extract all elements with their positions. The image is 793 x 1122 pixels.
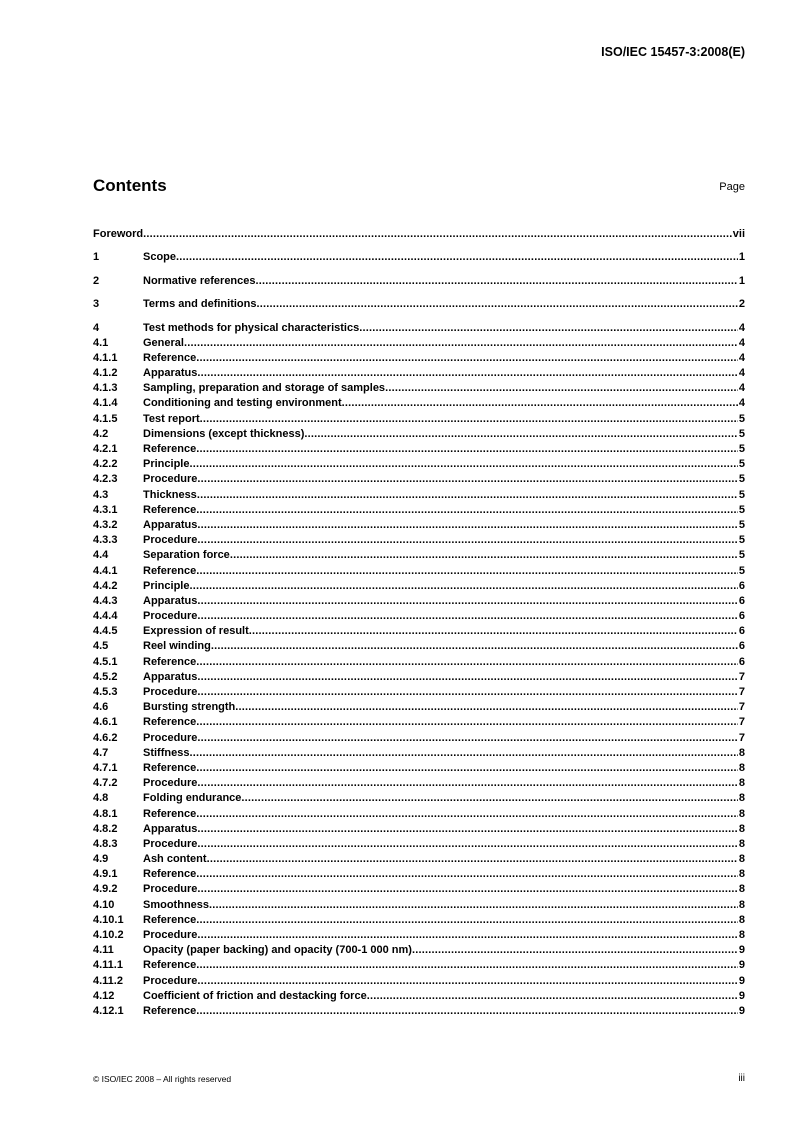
dot-leader bbox=[385, 381, 738, 396]
toc-entry-number: 4.3 bbox=[93, 488, 109, 501]
dot-leader bbox=[241, 791, 737, 806]
dot-leader bbox=[230, 548, 738, 563]
dot-leader bbox=[197, 533, 737, 548]
toc-entry-number: 4.4.5 bbox=[93, 625, 118, 638]
toc-entry-page: 5 bbox=[738, 534, 745, 547]
toc-entry-title: Apparatus bbox=[143, 670, 198, 683]
dot-leader bbox=[256, 297, 737, 312]
toc-entry[interactable] bbox=[93, 989, 745, 1004]
toc-entry-number: 4.1.2 bbox=[93, 367, 118, 380]
toc-entry[interactable] bbox=[93, 639, 745, 654]
copyright-footer: © ISO/IEC 2008 – All rights reserved bbox=[93, 1074, 232, 1084]
toc-entry-page: 8 bbox=[738, 929, 745, 941]
toc-entry-title: Reference bbox=[143, 655, 197, 668]
toc-entry-page: 6 bbox=[738, 625, 745, 638]
toc-entry-number: 4.4.1 bbox=[93, 564, 118, 577]
toc-entry-number: 4.11.1 bbox=[93, 959, 123, 972]
toc-entry-title: Expression of result bbox=[143, 625, 249, 638]
dot-leader bbox=[196, 564, 738, 579]
dot-leader bbox=[197, 685, 737, 700]
dot-leader bbox=[143, 227, 732, 242]
toc-entry[interactable] bbox=[93, 250, 745, 265]
toc-entry-page: 6 bbox=[738, 655, 745, 668]
toc-entry-page: 8 bbox=[738, 777, 745, 790]
toc-entry-number: 4.11.2 bbox=[93, 974, 123, 987]
toc-entry-number: 4.2 bbox=[93, 427, 109, 440]
dot-leader bbox=[189, 746, 737, 761]
toc-entry-title: Reference bbox=[143, 761, 197, 774]
toc-entry-title: Reference bbox=[143, 564, 197, 577]
toc-entry-number: 3 bbox=[93, 298, 100, 311]
dot-leader bbox=[197, 518, 737, 533]
toc-entry-number: 4.2.1 bbox=[93, 443, 118, 455]
toc-entry-title: Reference bbox=[143, 868, 197, 881]
toc-entry-title: Test methods for physical characteristics bbox=[143, 321, 360, 334]
toc-entry-title: Procedure bbox=[143, 883, 198, 896]
toc-entry-title: Ash content bbox=[143, 853, 207, 866]
toc-entry-number: 4.4.3 bbox=[93, 594, 118, 607]
dot-leader bbox=[256, 274, 738, 289]
toc-entry[interactable] bbox=[93, 297, 745, 312]
toc-entry-number: 4.10.1 bbox=[93, 913, 124, 926]
dot-leader bbox=[209, 898, 738, 913]
toc-entry[interactable] bbox=[93, 609, 745, 624]
toc-entry-page: 7 bbox=[738, 731, 745, 744]
toc-entry-number: 4.2.3 bbox=[93, 473, 118, 486]
toc-entry-number: 4.3.1 bbox=[93, 503, 118, 516]
dot-leader bbox=[196, 351, 738, 366]
toc-entry-page: 8 bbox=[738, 746, 745, 759]
dot-leader bbox=[196, 761, 738, 776]
toc-entry[interactable] bbox=[93, 807, 745, 822]
dot-leader bbox=[197, 670, 737, 685]
toc-entry[interactable] bbox=[93, 943, 745, 958]
dot-leader bbox=[304, 427, 737, 442]
toc-entry[interactable] bbox=[93, 776, 745, 791]
toc-entry-title: Reference bbox=[143, 351, 197, 364]
toc-entry-page: 8 bbox=[738, 807, 745, 820]
toc-entry-title: Apparatus bbox=[143, 367, 198, 380]
toc-entry-number: 4.4.2 bbox=[93, 579, 118, 592]
toc-entry-title: Procedure bbox=[143, 929, 198, 941]
toc-entry-title: Reference bbox=[143, 913, 197, 926]
toc-entry-number: 4.1.1 bbox=[93, 351, 118, 364]
dot-leader bbox=[197, 594, 737, 609]
toc-entry-page: 4 bbox=[738, 397, 745, 410]
toc-entry-number: 4.6.2 bbox=[93, 731, 118, 744]
toc-entry-page: 5 bbox=[738, 458, 745, 471]
toc-entry-number: 4.6 bbox=[93, 701, 109, 714]
toc-entry[interactable] bbox=[93, 396, 745, 411]
toc-entry-number: 4.12.1 bbox=[93, 1004, 124, 1017]
toc-entry-number: 4.8.2 bbox=[93, 822, 118, 835]
toc-entry-number: 4.2.2 bbox=[93, 458, 118, 471]
toc-entry-page: 9 bbox=[738, 1004, 745, 1017]
toc-entry[interactable] bbox=[93, 655, 745, 670]
toc-entry-title: Folding endurance bbox=[143, 792, 242, 805]
toc-entry-number: 4.5 bbox=[93, 640, 109, 653]
toc-entry-page: 7 bbox=[738, 701, 745, 714]
toc-entry-page: 9 bbox=[738, 959, 745, 972]
toc-entry-title: Reference bbox=[143, 807, 197, 820]
toc-entry-page: 8 bbox=[738, 868, 745, 881]
dot-leader bbox=[197, 974, 737, 989]
toc-entry-page: 5 bbox=[738, 412, 745, 425]
dot-leader bbox=[359, 321, 738, 336]
toc-entry-number: 4.5.1 bbox=[93, 655, 118, 668]
toc-entry-page: 8 bbox=[738, 913, 745, 926]
toc-entry-page: 8 bbox=[738, 792, 745, 805]
dot-leader bbox=[197, 488, 738, 503]
document-id-header: ISO/IEC 15457-3:2008(E) bbox=[601, 45, 745, 59]
toc-entry-page: 7 bbox=[738, 686, 745, 698]
dot-leader bbox=[197, 472, 737, 487]
toc-entry-number: 4.11 bbox=[93, 944, 114, 957]
toc-entry[interactable] bbox=[93, 624, 745, 639]
dot-leader bbox=[189, 457, 737, 472]
toc-entry-title: Reference bbox=[143, 716, 197, 729]
toc-entry[interactable] bbox=[93, 274, 745, 289]
dot-leader bbox=[197, 882, 737, 897]
toc-entry-number: 4.1.3 bbox=[93, 382, 118, 395]
toc-entry-page: 5 bbox=[738, 518, 745, 531]
toc-entry-number: 4.8.3 bbox=[93, 837, 118, 850]
toc-entry-number: 4.7.1 bbox=[93, 761, 118, 774]
toc-entry-page: 5 bbox=[738, 549, 745, 562]
dot-leader bbox=[197, 609, 737, 624]
toc-entry-title: Procedure bbox=[143, 974, 198, 987]
toc-entry-title: Procedure bbox=[143, 837, 198, 850]
toc-entry-number: 4.12 bbox=[93, 989, 115, 1002]
toc-entry[interactable] bbox=[93, 579, 745, 594]
toc-entry-number: 4.1.5 bbox=[93, 412, 118, 425]
toc-entry-title: General bbox=[143, 336, 184, 349]
toc-entry-number: 4.7 bbox=[93, 746, 109, 759]
toc-entry-page: 6 bbox=[738, 594, 745, 607]
toc-entry[interactable] bbox=[93, 457, 745, 472]
toc-entry-title: Reel winding bbox=[143, 640, 211, 653]
toc-entry-number: 4.3.3 bbox=[93, 534, 118, 547]
toc-entry[interactable] bbox=[93, 351, 745, 366]
toc-entry[interactable] bbox=[93, 518, 745, 533]
toc-entry-page: 6 bbox=[738, 640, 745, 653]
dot-leader bbox=[235, 700, 738, 715]
dot-leader bbox=[184, 336, 738, 351]
toc-entry-page: 1 bbox=[738, 274, 745, 287]
toc-entry-page: 1 bbox=[738, 251, 745, 264]
toc-entry-page: 9 bbox=[738, 944, 745, 957]
dot-leader bbox=[196, 807, 738, 822]
toc-entry[interactable] bbox=[93, 336, 745, 351]
toc-entry-number: 4.1.4 bbox=[93, 397, 118, 410]
toc-entry[interactable] bbox=[93, 412, 745, 427]
dot-leader bbox=[197, 366, 737, 381]
toc-entry-page: 8 bbox=[738, 853, 745, 866]
toc-entry[interactable] bbox=[93, 746, 745, 761]
toc-entry[interactable] bbox=[93, 852, 745, 867]
toc-entry-number: 1 bbox=[93, 251, 100, 264]
toc-entry-page: 5 bbox=[738, 427, 745, 440]
toc-entry-number: 4.7.2 bbox=[93, 777, 118, 790]
toc-entry[interactable] bbox=[93, 700, 745, 715]
toc-entry-page: 8 bbox=[738, 898, 745, 911]
toc-entry[interactable] bbox=[93, 564, 745, 579]
toc-entry[interactable] bbox=[93, 882, 745, 897]
toc-entry-title: Apparatus bbox=[143, 822, 198, 835]
toc-entry-title: Apparatus bbox=[143, 518, 198, 531]
toc-entry-number: 4.8 bbox=[93, 792, 109, 805]
toc-entry-title: Scope bbox=[143, 251, 177, 264]
toc-entry-page: 8 bbox=[738, 761, 745, 774]
toc-entry-page: 9 bbox=[738, 974, 745, 987]
toc-entry-page: 4 bbox=[738, 336, 745, 349]
toc-entry-title: Thickness bbox=[143, 488, 197, 501]
dot-leader bbox=[176, 250, 738, 265]
toc-entry-page: 5 bbox=[738, 564, 745, 577]
toc-entry-title: Normative references bbox=[143, 274, 256, 287]
toc-entry-title: Principle bbox=[143, 579, 190, 592]
toc-entry-page: 5 bbox=[738, 473, 745, 486]
toc-entry-title: Foreword bbox=[93, 228, 144, 240]
table-of-contents bbox=[93, 227, 745, 1019]
toc-entry-page: 5 bbox=[738, 488, 745, 501]
toc-entry-page: 7 bbox=[738, 716, 745, 729]
toc-entry[interactable] bbox=[93, 381, 745, 396]
toc-entry[interactable] bbox=[93, 761, 745, 776]
toc-entry-title: Procedure bbox=[143, 473, 198, 486]
dot-leader bbox=[197, 837, 737, 852]
toc-entry[interactable] bbox=[93, 958, 745, 973]
toc-entry-number: 4.4 bbox=[93, 549, 109, 562]
toc-entry[interactable] bbox=[93, 227, 745, 242]
dot-leader bbox=[196, 913, 738, 928]
toc-entry[interactable] bbox=[93, 488, 745, 503]
toc-entry-title: Dimensions (except thickness) bbox=[143, 427, 305, 440]
toc-entry-page: 4 bbox=[738, 382, 745, 395]
toc-entry-title: Separation force bbox=[143, 549, 230, 562]
toc-entry-number: 4.8.1 bbox=[93, 807, 118, 820]
toc-entry-number: 4.9 bbox=[93, 853, 109, 866]
toc-entry-title: Reference bbox=[143, 503, 197, 516]
toc-entry[interactable] bbox=[93, 867, 745, 882]
toc-entry-page: 8 bbox=[738, 822, 745, 835]
dot-leader bbox=[207, 852, 738, 867]
toc-entry-page: 8 bbox=[738, 837, 745, 850]
toc-entry-number: 4.4.4 bbox=[93, 610, 118, 623]
toc-entry[interactable] bbox=[93, 670, 745, 685]
toc-entry-page: 5 bbox=[738, 443, 745, 455]
toc-entry[interactable] bbox=[93, 715, 745, 730]
dot-leader bbox=[197, 731, 737, 746]
toc-entry-title: Reference bbox=[143, 959, 197, 972]
dot-leader bbox=[412, 943, 738, 958]
toc-entry-title: Smoothness bbox=[143, 898, 210, 911]
dot-leader bbox=[196, 442, 738, 457]
toc-entry[interactable] bbox=[93, 594, 745, 609]
toc-entry-title: Procedure bbox=[143, 686, 198, 698]
toc-entry-title: Coefficient of friction and destacking force bbox=[143, 989, 367, 1002]
contents-title: Contents bbox=[93, 176, 167, 195]
dot-leader bbox=[196, 655, 738, 670]
dot-leader bbox=[196, 503, 738, 518]
toc-entry-title: Principle bbox=[143, 458, 190, 471]
toc-entry[interactable] bbox=[93, 366, 745, 381]
toc-entry-page: 4 bbox=[738, 351, 745, 364]
toc-entry-page: 4 bbox=[738, 321, 745, 334]
dot-leader bbox=[211, 639, 738, 654]
dot-leader bbox=[197, 928, 737, 943]
toc-entry-page: 2 bbox=[738, 298, 745, 311]
toc-entry-page: 7 bbox=[738, 670, 745, 683]
toc-entry-number: 4 bbox=[93, 321, 100, 334]
toc-entry[interactable] bbox=[93, 533, 745, 548]
toc-entry-page: 5 bbox=[738, 503, 745, 516]
toc-entry-number: 4.9.1 bbox=[93, 868, 118, 881]
toc-entry-page: 9 bbox=[738, 989, 745, 1002]
toc-entry-number: 4.5.2 bbox=[93, 670, 118, 683]
toc-entry-title: Sampling, preparation and storage of samples bbox=[143, 382, 386, 395]
toc-entry[interactable] bbox=[93, 472, 745, 487]
toc-entry-page: 6 bbox=[738, 579, 745, 592]
toc-entry-number: 4.10.2 bbox=[93, 929, 124, 941]
dot-leader bbox=[342, 396, 738, 411]
toc-entry[interactable] bbox=[93, 837, 745, 852]
dot-leader bbox=[196, 715, 738, 730]
toc-entry[interactable] bbox=[93, 442, 745, 457]
toc-entry-number: 4.10 bbox=[93, 898, 115, 911]
toc-entry-page: 6 bbox=[738, 610, 745, 623]
toc-entry[interactable] bbox=[93, 427, 745, 442]
toc-entry[interactable] bbox=[93, 928, 745, 943]
toc-entry[interactable] bbox=[93, 974, 745, 989]
toc-entry[interactable] bbox=[93, 321, 745, 336]
dot-leader bbox=[197, 776, 737, 791]
toc-entry-number: 4.9.2 bbox=[93, 883, 118, 896]
toc-entry[interactable] bbox=[93, 685, 745, 700]
toc-entry-title: Reference bbox=[143, 443, 197, 455]
dot-leader bbox=[197, 822, 737, 837]
toc-entry-title: Stiffness bbox=[143, 746, 190, 759]
toc-entry[interactable] bbox=[93, 548, 745, 563]
toc-entry[interactable] bbox=[93, 1004, 745, 1019]
toc-entry-title: Bursting strength bbox=[143, 701, 236, 714]
toc-entry-number: 2 bbox=[93, 274, 100, 287]
page-column-label: Page bbox=[719, 181, 745, 193]
toc-entry[interactable] bbox=[93, 822, 745, 837]
toc-entry[interactable] bbox=[93, 731, 745, 746]
toc-entry-title: Procedure bbox=[143, 534, 198, 547]
toc-entry[interactable] bbox=[93, 503, 745, 518]
toc-entry-number: 4.1 bbox=[93, 336, 109, 349]
toc-entry[interactable] bbox=[93, 898, 745, 913]
dot-leader bbox=[196, 1004, 738, 1019]
toc-entry-title: Procedure bbox=[143, 777, 198, 790]
dot-leader bbox=[249, 624, 738, 639]
toc-entry-title: Conditioning and testing environment bbox=[143, 397, 342, 410]
toc-entry-number: 4.5.3 bbox=[93, 686, 118, 698]
toc-entry-title: Terms and definitions bbox=[143, 298, 257, 311]
toc-entry-title: Procedure bbox=[143, 610, 198, 623]
toc-entry-number: 4.6.1 bbox=[93, 716, 118, 729]
toc-entry-title: Test report bbox=[143, 412, 200, 425]
toc-entry-title: Opacity (paper backing) and opacity (700-1 000 nm) bbox=[143, 944, 412, 957]
toc-entry-page: 8 bbox=[738, 883, 745, 896]
toc-entry-number: 4.3.2 bbox=[93, 518, 118, 531]
dot-leader bbox=[196, 867, 738, 882]
toc-entry-page: 4 bbox=[738, 367, 745, 380]
dot-leader bbox=[200, 412, 738, 427]
dot-leader bbox=[367, 989, 738, 1004]
dot-leader bbox=[189, 579, 737, 594]
toc-entry-title: Reference bbox=[143, 1004, 197, 1017]
toc-entry-title: Apparatus bbox=[143, 594, 198, 607]
page-number: iii bbox=[738, 1073, 745, 1084]
toc-entry-page: vii bbox=[732, 228, 745, 240]
dot-leader bbox=[196, 958, 738, 973]
toc-entry-title: Procedure bbox=[143, 731, 198, 744]
toc-entry[interactable] bbox=[93, 913, 745, 928]
toc-entry[interactable] bbox=[93, 791, 745, 806]
